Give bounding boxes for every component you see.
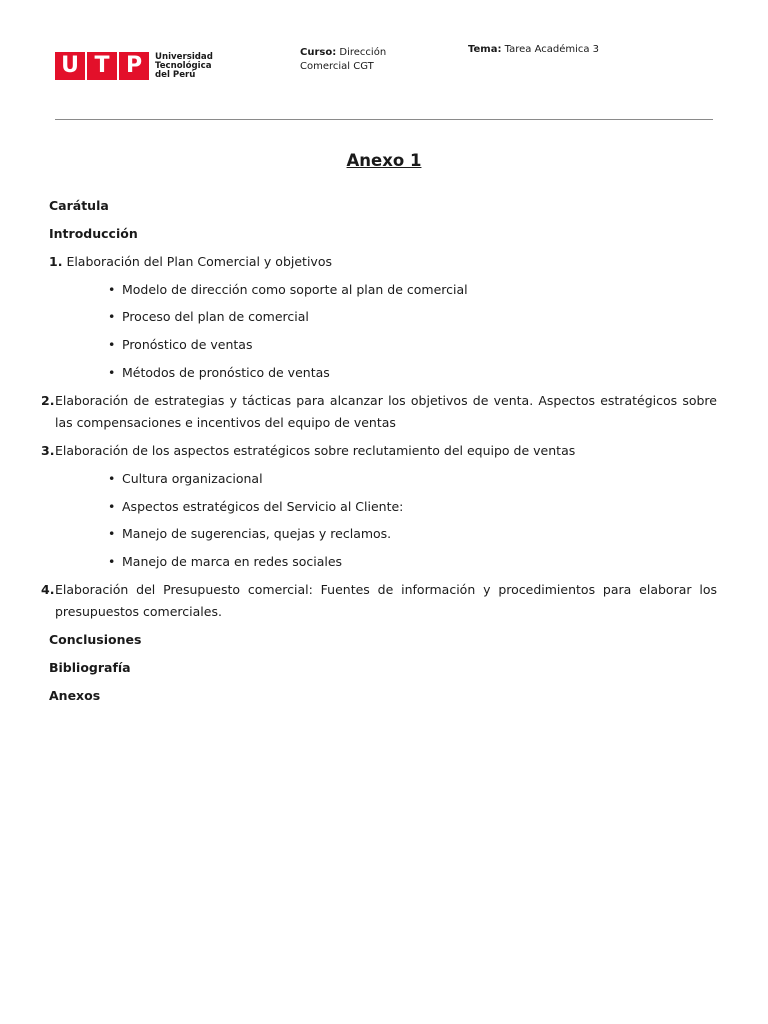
page-title: Anexo 1 xyxy=(346,151,422,170)
bullet-text: Métodos de pronóstico de ventas xyxy=(122,365,330,380)
logo-letter-p: P xyxy=(119,52,149,80)
section-caratula: Carátula xyxy=(49,198,109,213)
bullet-glyph: • xyxy=(108,365,116,380)
bullet-text: Modelo de dirección como soporte al plan de comercial xyxy=(122,282,468,297)
bullet-item xyxy=(108,468,263,489)
topic-info xyxy=(468,43,668,57)
bullet-text: Pronóstico de ventas xyxy=(122,337,253,352)
list-item-2-text: Elaboración de estrategias y tácticas para alcanzar los objetivos de venta. Aspectos estratégicos sobre las compensaciones e incentivos del equipo de ventas xyxy=(55,393,717,430)
bullet-item xyxy=(108,279,468,300)
list-item-3-number: 3. xyxy=(41,443,55,458)
list-item-1-text: Elaboración del Plan Comercial y objetivos xyxy=(66,254,332,269)
logo-letter-u: U xyxy=(55,52,85,80)
list-item-1-number: 1. xyxy=(49,254,63,269)
utp-logo xyxy=(55,52,213,80)
course-value: Dirección Comercial CGT xyxy=(300,47,387,72)
list-item-1 xyxy=(49,251,332,272)
section-conclusiones: Conclusiones xyxy=(49,632,142,647)
course-label: Curso: xyxy=(300,47,337,58)
bullet-glyph: • xyxy=(108,309,116,324)
logo-university-name xyxy=(155,53,213,80)
topic-label: Tema: xyxy=(468,44,502,55)
bullet-item xyxy=(108,334,252,355)
bullet-text: Cultura organizacional xyxy=(122,471,263,486)
list-item-2 xyxy=(41,390,717,433)
bullet-text: Proceso del plan de comercial xyxy=(122,309,309,324)
bullet-text: Aspectos estratégicos del Servicio al Cliente: xyxy=(122,499,404,514)
section-bibliografia: Bibliografía xyxy=(49,660,131,675)
bullet-glyph: • xyxy=(108,282,116,297)
bullet-item xyxy=(108,362,330,383)
logo-name-line-1: Universidad xyxy=(155,51,213,62)
list-item-3 xyxy=(41,440,717,462)
logo-name-line-2: Tecnológica xyxy=(155,60,212,71)
section-anexos: Anexos xyxy=(49,688,101,703)
list-item-2-number: 2. xyxy=(41,393,55,408)
topic-value: Tarea Académica 3 xyxy=(501,44,600,55)
logo-letter-t: T xyxy=(87,52,117,80)
bullet-item xyxy=(108,523,391,544)
bullet-glyph: • xyxy=(108,499,116,514)
bullet-item xyxy=(108,496,403,517)
bullet-text: Manejo de sugerencias, quejas y reclamos. xyxy=(122,526,392,541)
bullet-text: Manejo de marca en redes sociales xyxy=(122,554,343,569)
list-item-3-text: Elaboración de los aspectos estratégicos sobre reclutamiento del equipo de ventas xyxy=(55,443,576,458)
bullet-glyph: • xyxy=(108,337,116,352)
header-divider xyxy=(55,119,713,120)
bullet-item xyxy=(108,551,342,572)
list-item-4-text: Elaboración del Presupuesto comercial: Fuentes de información y procedimientos para elaborar los presupuestos comerciales. xyxy=(55,582,717,619)
logo-letters xyxy=(55,52,149,80)
bullet-glyph: • xyxy=(108,471,116,486)
section-introduccion: Introducción xyxy=(49,226,138,241)
logo-name-line-3: del Perú xyxy=(155,69,196,80)
bullet-glyph: • xyxy=(108,554,116,569)
list-item-4-number: 4. xyxy=(41,582,55,597)
list-item-4 xyxy=(41,579,717,622)
course-info xyxy=(300,46,410,74)
bullet-item xyxy=(108,306,309,327)
bullet-glyph: • xyxy=(108,526,116,541)
